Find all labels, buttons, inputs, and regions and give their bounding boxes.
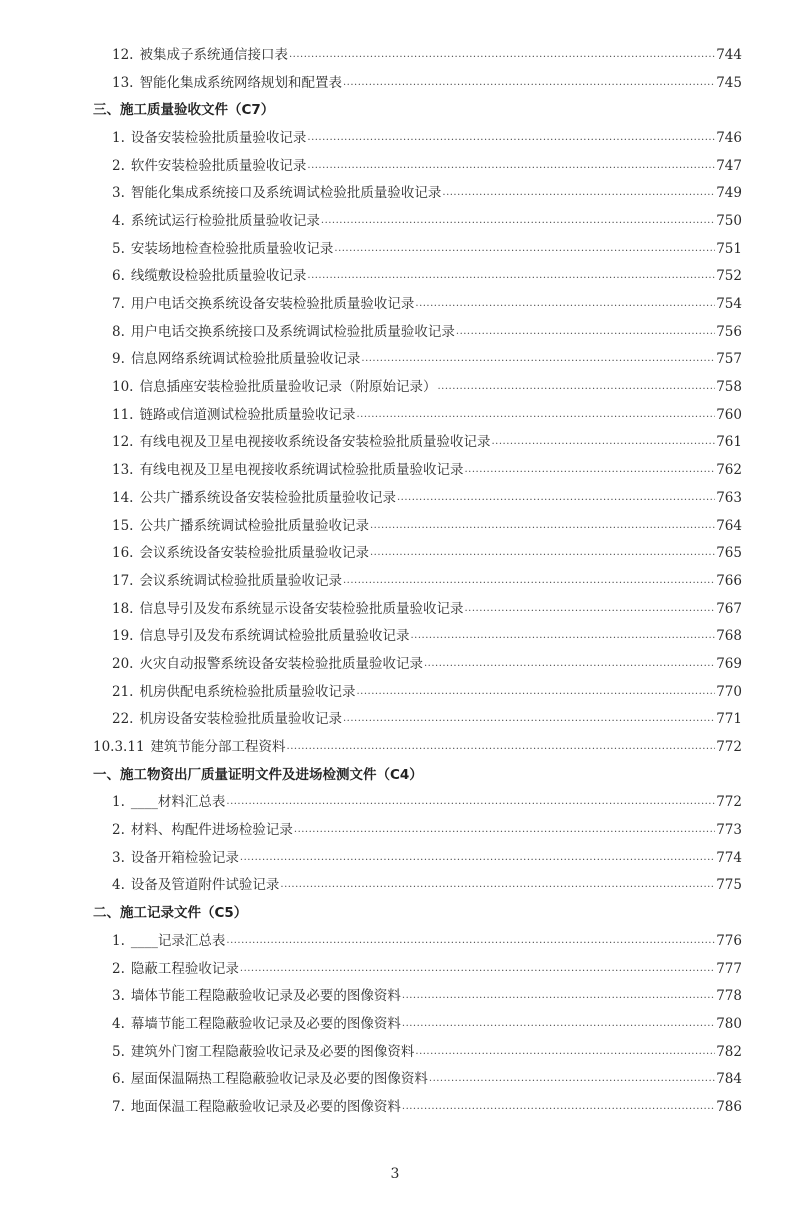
entry-number: 10. — [112, 379, 134, 396]
entry-number: 9. — [112, 351, 125, 368]
entry-page: 752 — [716, 268, 742, 285]
entry-number: 11. — [112, 406, 134, 423]
dot-leader — [402, 984, 715, 1008]
entry-title: 信息网络系统调试检验批质量验收记录 — [130, 351, 361, 368]
toc-entry[interactable] — [0, 872, 790, 900]
entry-page: 760 — [716, 406, 742, 423]
toc-entry[interactable] — [0, 41, 790, 69]
entry-number: 16. — [112, 545, 134, 562]
entry-page: 778 — [716, 988, 742, 1005]
dot-leader — [307, 126, 715, 150]
toc-entry[interactable] — [0, 650, 790, 678]
entry-page: 780 — [716, 1015, 742, 1032]
entry-number: 20. — [112, 655, 134, 672]
entry-page: 777 — [716, 960, 742, 977]
entry-title: 隐蔽工程验收记录 — [130, 960, 239, 977]
toc-entry[interactable] — [0, 512, 790, 540]
entry-number: 4. — [112, 1015, 125, 1032]
entry-page: 745 — [716, 74, 742, 91]
entry-page: 761 — [716, 434, 742, 451]
entry-title: 会议系统调试检验批质量验收记录 — [139, 572, 342, 589]
toc-entry[interactable] — [0, 1065, 790, 1093]
entry-number: 3. — [112, 849, 125, 866]
toc-entry[interactable] — [0, 69, 790, 97]
dot-leader — [361, 347, 715, 371]
entry-title: 用户电话交换系统接口及系统调试检验批质量验收记录 — [130, 323, 455, 340]
toc-entry[interactable] — [0, 207, 790, 235]
entry-title: 安装场地检查检验批质量验收记录 — [130, 240, 334, 257]
toc-entry[interactable] — [0, 706, 790, 734]
entry-number: 2. — [112, 157, 125, 174]
entry-title: 设备开箱检验记录 — [130, 849, 239, 866]
entry-number: 8. — [112, 323, 125, 340]
entry-number: 2. — [112, 960, 125, 977]
entry-title: 有线电视及卫星电视接收系统调试检验批质量验收记录 — [139, 462, 464, 479]
toc-entry[interactable] — [0, 484, 790, 512]
entry-title: 公共广播系统设备安装检验批质量验收记录 — [139, 489, 396, 506]
dot-leader — [307, 264, 715, 288]
entry-page: 756 — [716, 323, 742, 340]
entry-page: 749 — [716, 185, 742, 202]
dot-leader — [442, 181, 715, 205]
entry-page: 769 — [716, 655, 742, 672]
entry-title: 材料、构配件进场检验记录 — [130, 822, 293, 839]
entry-number: 4. — [112, 877, 125, 894]
dot-leader — [415, 1040, 715, 1064]
toc-entry[interactable] — [0, 567, 790, 595]
dot-leader — [240, 957, 715, 981]
dot-leader — [410, 624, 715, 648]
toc-entry[interactable] — [0, 235, 790, 263]
dot-leader — [226, 790, 715, 814]
entry-page: 786 — [716, 1098, 742, 1115]
toc-entry[interactable] — [0, 124, 790, 152]
entry-page: 768 — [716, 628, 742, 645]
entry-page: 758 — [716, 379, 742, 396]
entry-title: 信息插座安装检验批质量验收记录（附原始记录） — [139, 379, 437, 396]
dot-leader — [287, 735, 716, 759]
entry-number: 10.3.11 — [93, 739, 145, 756]
entry-title: 建筑外门窗工程隐蔽验收记录及必要的图像资料 — [130, 1043, 415, 1060]
toc-entry[interactable] — [0, 816, 790, 844]
entry-page: 775 — [716, 877, 742, 894]
entry-number: 6. — [112, 1071, 125, 1088]
toc-entry[interactable] — [0, 318, 790, 346]
page-number: 3 — [390, 1166, 400, 1182]
dot-leader — [356, 680, 715, 704]
dot-leader — [356, 403, 715, 427]
entry-title: 机房供配电系统检验批质量验收记录 — [139, 683, 356, 700]
dot-leader — [289, 43, 715, 67]
entry-number: 17. — [112, 572, 134, 589]
entry-page: 763 — [716, 489, 742, 506]
entry-title: 智能化集成系统网络规划和配置表 — [139, 74, 342, 91]
toc-entry[interactable] — [0, 1093, 790, 1121]
table-of-contents — [0, 41, 790, 1121]
entry-title: 会议系统设备安装检验批质量验收记录 — [139, 545, 369, 562]
toc-entry[interactable] — [0, 622, 790, 650]
entry-number: 12. — [112, 434, 134, 451]
entry-page: 747 — [716, 157, 742, 174]
toc-entry[interactable] — [0, 982, 790, 1010]
section-heading — [0, 96, 790, 124]
heading-text: 一、施工物资出厂质量证明文件及进场检测文件（C4） — [93, 766, 423, 783]
entry-number: 13. — [112, 462, 134, 479]
toc-entry[interactable] — [0, 844, 790, 872]
heading-text: 三、施工质量验收文件（C7） — [93, 102, 275, 119]
entry-page: 771 — [716, 711, 742, 728]
entry-title: 软件安装检验批质量验收记录 — [130, 157, 307, 174]
entry-page: 767 — [716, 600, 742, 617]
dot-leader — [464, 458, 715, 482]
dot-leader — [307, 154, 715, 178]
toc-entry[interactable] — [0, 678, 790, 706]
dot-leader — [429, 1067, 715, 1091]
entry-number: 4. — [112, 212, 125, 229]
entry-title: 机房设备安装检验批质量验收记录 — [139, 711, 342, 728]
entry-title: 幕墙节能工程隐蔽验收记录及必要的图像资料 — [130, 1015, 401, 1032]
entry-page: 754 — [716, 296, 742, 313]
entry-page: 773 — [716, 822, 742, 839]
entry-page: 770 — [716, 683, 742, 700]
dot-leader — [343, 71, 715, 95]
dot-leader — [343, 569, 715, 593]
entry-title: 墙体节能工程隐蔽验收记录及必要的图像资料 — [130, 988, 401, 1005]
entry-title: 信息导引及发布系统显示设备安装检验批质量验收记录 — [139, 600, 464, 617]
dot-leader — [397, 486, 715, 510]
entry-page: 757 — [716, 351, 742, 368]
dot-leader — [415, 292, 715, 316]
entry-title: 信息导引及发布系统调试检验批质量验收记录 — [139, 628, 410, 645]
entry-title: 有线电视及卫星电视接收系统设备安装检验批质量验收记录 — [139, 434, 491, 451]
entry-title: ____记录汇总表 — [130, 932, 226, 949]
toc-entry[interactable] — [0, 263, 790, 291]
entry-page: 751 — [716, 240, 742, 257]
toc-entry[interactable] — [0, 456, 790, 484]
dot-leader — [294, 818, 715, 842]
toc-entry[interactable] — [0, 179, 790, 207]
entry-page: 744 — [716, 46, 742, 63]
entry-number: 18. — [112, 600, 134, 617]
entry-title: 公共广播系统调试检验批质量验收记录 — [139, 517, 369, 534]
dot-leader — [424, 652, 715, 676]
entry-number: 12. — [112, 46, 134, 63]
entry-title: 智能化集成系统接口及系统调试检验批质量验收记录 — [130, 185, 442, 202]
entry-number: 21. — [112, 683, 134, 700]
entry-title: 线缆敷设检验批质量验收记录 — [130, 268, 307, 285]
dot-leader — [226, 929, 715, 953]
entry-page: 772 — [716, 739, 742, 756]
toc-entry[interactable] — [0, 955, 790, 983]
entry-title: 火灾自动报警系统设备安装检验批质量验收记录 — [139, 655, 423, 672]
dot-leader — [321, 209, 715, 233]
entry-title: 地面保温工程隐蔽验收记录及必要的图像资料 — [130, 1098, 401, 1115]
entry-page: 776 — [716, 932, 742, 949]
dot-leader — [402, 1012, 715, 1036]
toc-entry[interactable] — [0, 595, 790, 623]
entry-number: 7. — [112, 1098, 125, 1115]
dot-leader — [343, 707, 715, 731]
entry-number: 19. — [112, 628, 134, 645]
dot-leader — [240, 846, 715, 870]
entry-number: 22. — [112, 711, 134, 728]
entry-title: 链路或信道测试检验批质量验收记录 — [139, 406, 356, 423]
entry-number: 1. — [112, 932, 125, 949]
toc-entry[interactable] — [0, 1010, 790, 1038]
dot-leader — [334, 237, 715, 261]
toc-entry[interactable] — [0, 1038, 790, 1066]
dot-leader — [370, 541, 715, 565]
toc-entry[interactable] — [0, 152, 790, 180]
entry-page: 766 — [716, 572, 742, 589]
entry-number: 3. — [112, 185, 125, 202]
entry-number: 3. — [112, 988, 125, 1005]
toc-entry[interactable] — [0, 373, 790, 401]
entry-number: 1. — [112, 794, 125, 811]
entry-title: 设备安装检验批质量验收记录 — [130, 129, 307, 146]
toc-entry[interactable] — [0, 346, 790, 374]
entry-title: ____材料汇总表 — [130, 794, 226, 811]
entry-page: 750 — [716, 212, 742, 229]
entry-page: 746 — [716, 129, 742, 146]
section-heading — [0, 761, 790, 789]
toc-entry[interactable] — [0, 539, 790, 567]
entry-page: 774 — [716, 849, 742, 866]
entry-title: 被集成子系统通信接口表 — [139, 46, 288, 63]
toc-entry[interactable] — [0, 789, 790, 817]
entry-page: 762 — [716, 462, 742, 479]
entry-number: 1. — [112, 129, 125, 146]
dot-leader — [456, 320, 715, 344]
entry-title: 用户电话交换系统设备安装检验批质量验收记录 — [130, 296, 415, 313]
dot-leader — [491, 430, 715, 454]
entry-page: 784 — [716, 1071, 742, 1088]
entry-number: 7. — [112, 296, 125, 313]
entry-number: 2. — [112, 822, 125, 839]
toc-entry[interactable] — [0, 733, 790, 761]
entry-number: 5. — [112, 1043, 125, 1060]
entry-number: 5. — [112, 240, 125, 257]
dot-leader — [402, 1095, 715, 1119]
entry-number: 13. — [112, 74, 134, 91]
heading-text: 二、施工记录文件（C5） — [93, 905, 248, 922]
toc-entry[interactable] — [0, 290, 790, 318]
dot-leader — [464, 597, 715, 621]
entry-number: 6. — [112, 268, 125, 285]
entry-title: 建筑节能分部工程资料 — [150, 739, 286, 756]
entry-number: 14. — [112, 489, 134, 506]
entry-title: 系统试运行检验批质量验收记录 — [130, 212, 320, 229]
toc-entry[interactable] — [0, 429, 790, 457]
entry-page: 765 — [716, 545, 742, 562]
dot-leader — [370, 514, 715, 538]
entry-page: 764 — [716, 517, 742, 534]
entry-title: 设备及管道附件试验记录 — [130, 877, 280, 894]
toc-entry[interactable] — [0, 927, 790, 955]
entry-title: 屋面保温隔热工程隐蔽验收记录及必要的图像资料 — [130, 1071, 428, 1088]
entry-page: 782 — [716, 1043, 742, 1060]
toc-entry[interactable] — [0, 401, 790, 429]
dot-leader — [437, 375, 715, 399]
entry-number: 15. — [112, 517, 134, 534]
dot-leader — [280, 873, 715, 897]
entry-page: 772 — [716, 794, 742, 811]
section-heading — [0, 899, 790, 927]
